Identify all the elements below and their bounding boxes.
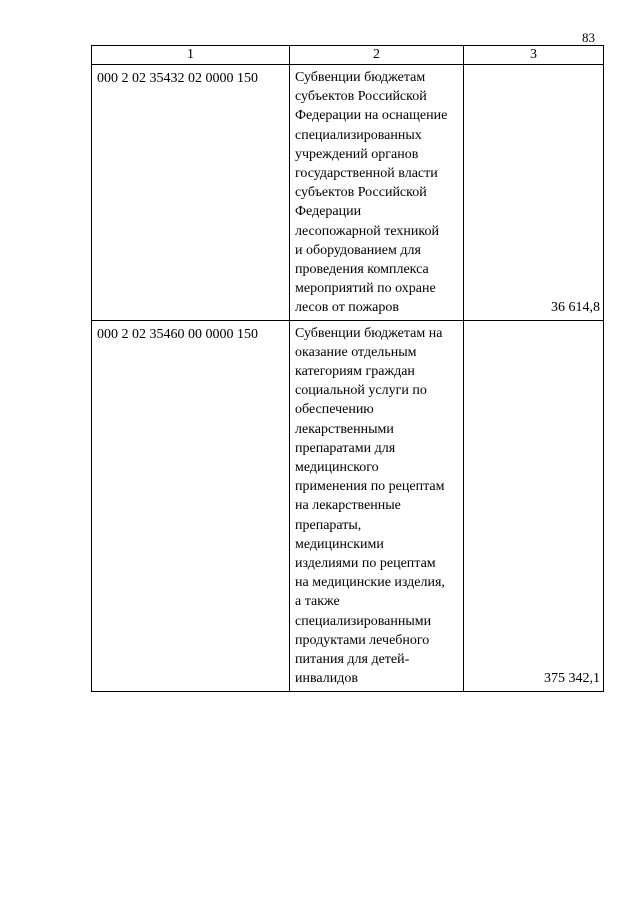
row-name-line: субъектов Российской (295, 185, 427, 201)
row-name-line: категориям граждан (295, 364, 415, 380)
table-row (92, 65, 604, 321)
row-name-text (295, 68, 458, 318)
column-header-2: 2 (290, 46, 464, 65)
row-name-line: Федерации (295, 204, 362, 220)
page-number: 83 (582, 30, 595, 45)
row-name-line: а также (295, 594, 340, 610)
row-name-line: государственной власти (295, 166, 438, 182)
row-name-line: на лекарственные (295, 498, 401, 514)
row-name-line: лекарственными (295, 421, 394, 437)
row-name-line: изделиями по рецептам (295, 556, 436, 572)
row-name-line: продуктами лечебного (295, 632, 430, 648)
row-name-line: препаратами для (295, 440, 396, 456)
row-name-line: Субвенции бюджетам (295, 70, 426, 85)
row-name-line: Федерации на оснащение (295, 108, 448, 124)
row-name-line: медицинского (295, 460, 379, 476)
row-code: 000 2 02 35460 00 0000 150 (92, 320, 290, 691)
row-code: 000 2 02 35432 02 0000 150 (92, 65, 290, 321)
table-header-row (92, 46, 604, 65)
row-name-line: применения по рецептам (295, 479, 445, 495)
row-name-line: специализированными (295, 613, 432, 629)
row-name (290, 320, 464, 691)
row-name-line: учреждений органов (295, 146, 419, 162)
row-name-line: препараты, (295, 517, 362, 533)
budget-table (91, 45, 604, 692)
row-name-line: специализированных (295, 127, 422, 143)
row-name-line: и оборудованием для (295, 242, 421, 258)
row-name-line: инвалидов (295, 671, 358, 687)
row-name-line: питания для детей- (295, 652, 410, 668)
row-name-line: мероприятий по охране (295, 281, 436, 297)
row-name-line: оказание отдельным (295, 344, 417, 360)
column-header-3: 3 (464, 46, 604, 65)
row-name-line: Субвенции бюджетам на (295, 325, 443, 341)
row-name-line: на медицинские изделия, (295, 575, 445, 591)
row-name-line: субъектов Российской (295, 89, 427, 105)
row-name-text (295, 324, 458, 689)
column-header-1: 1 (92, 46, 290, 65)
row-amount: 36 614,8 (464, 65, 604, 321)
row-name (290, 65, 464, 321)
row-name-line: лесопожарной техникой (295, 223, 439, 239)
row-name-line: социальной услуги по (295, 383, 427, 399)
row-amount: 375 342,1 (464, 320, 604, 691)
row-name-line: обеспечению (295, 402, 374, 418)
row-name-line: медицинскими (295, 536, 384, 552)
table-row (92, 320, 604, 691)
row-name-line: лесов от пожаров (295, 300, 399, 316)
row-name-line: проведения комплекса (295, 262, 429, 278)
